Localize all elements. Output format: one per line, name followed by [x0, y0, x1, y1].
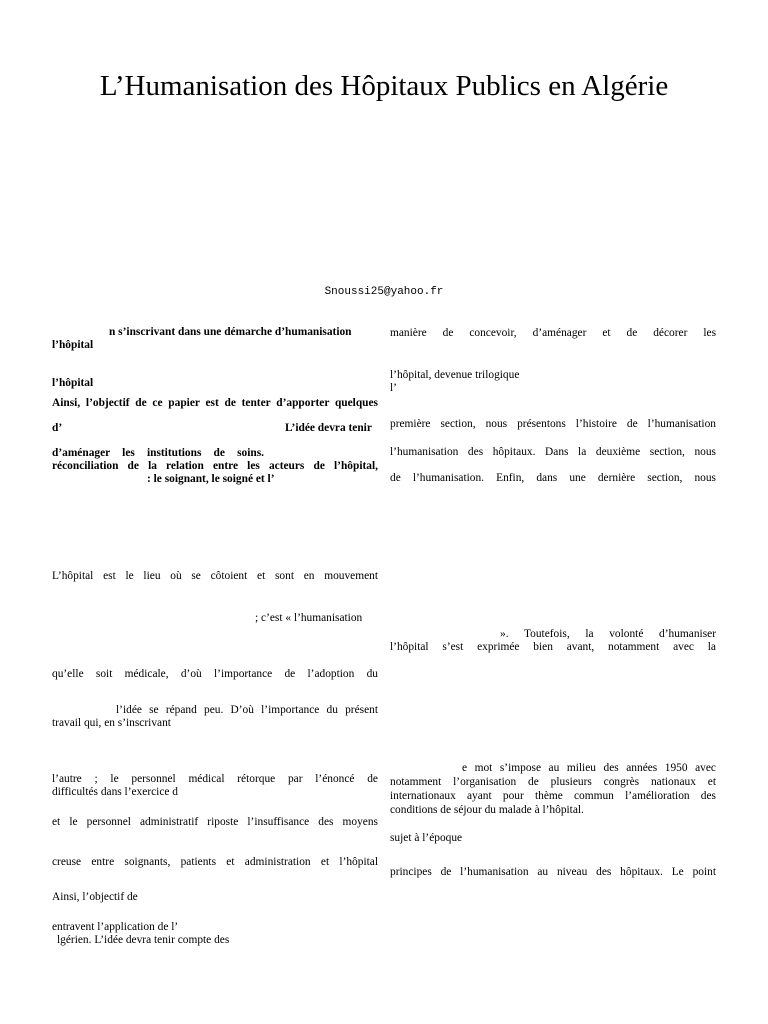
body-line: creuse entre soignants, patients et administration et l’hôpital [52, 856, 378, 868]
abstract-line: n s’inscrivant dans une démarche d’humanisation [109, 326, 352, 338]
body-line: internationaux ayant pour thème commun l’amélioration des [390, 790, 716, 802]
abstract-line: Ainsi, l’objectif de ce papier est de tenter d’apporter quelques [52, 397, 378, 409]
body-line: l’humanisation des hôpitaux. Dans la deuxième section, nous [390, 446, 716, 458]
body-line: e mot s’impose au milieu des années 1950 avec [462, 762, 716, 774]
abstract-line: d’aménager les institutions de soins. [52, 447, 264, 459]
body-line: l’autre ; le personnel médical rétorque par l’énoncé de [52, 773, 378, 785]
abstract-line: d’ [52, 422, 63, 434]
body-line: et le personnel administratif riposte l’insuffisance des moyens [52, 816, 378, 828]
body-line: Ainsi, l’objectif de [52, 891, 138, 903]
abstract-line: l’hôpital [52, 377, 94, 389]
author-email: Snoussi25@yahoo.fr [324, 286, 444, 298]
body-line: sujet à l’époque [390, 832, 463, 844]
body-line: première section, nous présentons l’histoire de l’humanisation [390, 418, 716, 430]
body-line: ». Toutefois, la volonté d’humaniser [500, 628, 716, 640]
body-line: ; c’est « l’humanisation [255, 612, 363, 624]
body-line: de l’humanisation. Enfin, dans une dernière section, nous [390, 472, 716, 484]
body-line: lgérien. L’idée devra tenir compte des [57, 934, 230, 946]
body-line: principes de l’humanisation au niveau des hôpitaux. Le point [390, 866, 716, 878]
body-line: l’hôpital s’est exprimée bien avant, notamment avec la [390, 641, 716, 653]
body-line: L’hôpital est le lieu où se côtoient et sont en mouvement [52, 570, 378, 582]
body-line: entravent l’application de l’ [52, 921, 179, 933]
body-line: travail qui, en s’inscrivant [52, 717, 171, 729]
body-line: l’hôpital, devenue trilogique [390, 369, 520, 381]
body-line: qu’elle soit médicale, d’où l’importance de l’adoption du [52, 668, 378, 680]
body-line: l’ [390, 382, 397, 394]
abstract-line: : le soignant, le soigné et l’ [147, 473, 275, 485]
body-line: conditions de séjour du malade à l’hôpital. [390, 804, 584, 816]
page-title: L’Humanisation des Hôpitaux Publics en Algérie [99, 70, 669, 102]
abstract-line: réconciliation de la relation entre les acteurs de l’hôpital, [52, 460, 378, 472]
body-line: l’idée se répand peu. D’où l’importance du présent [116, 704, 378, 716]
body-line: difficultés dans l’exercice d [52, 786, 178, 798]
abstract-line: l’hôpital [52, 339, 94, 351]
body-line: manière de concevoir, d’aménager et de décorer les [390, 327, 716, 339]
body-line: notamment l’organisation de plusieurs congrès nationaux et [390, 776, 716, 788]
abstract-line: L’idée devra tenir [285, 422, 372, 434]
